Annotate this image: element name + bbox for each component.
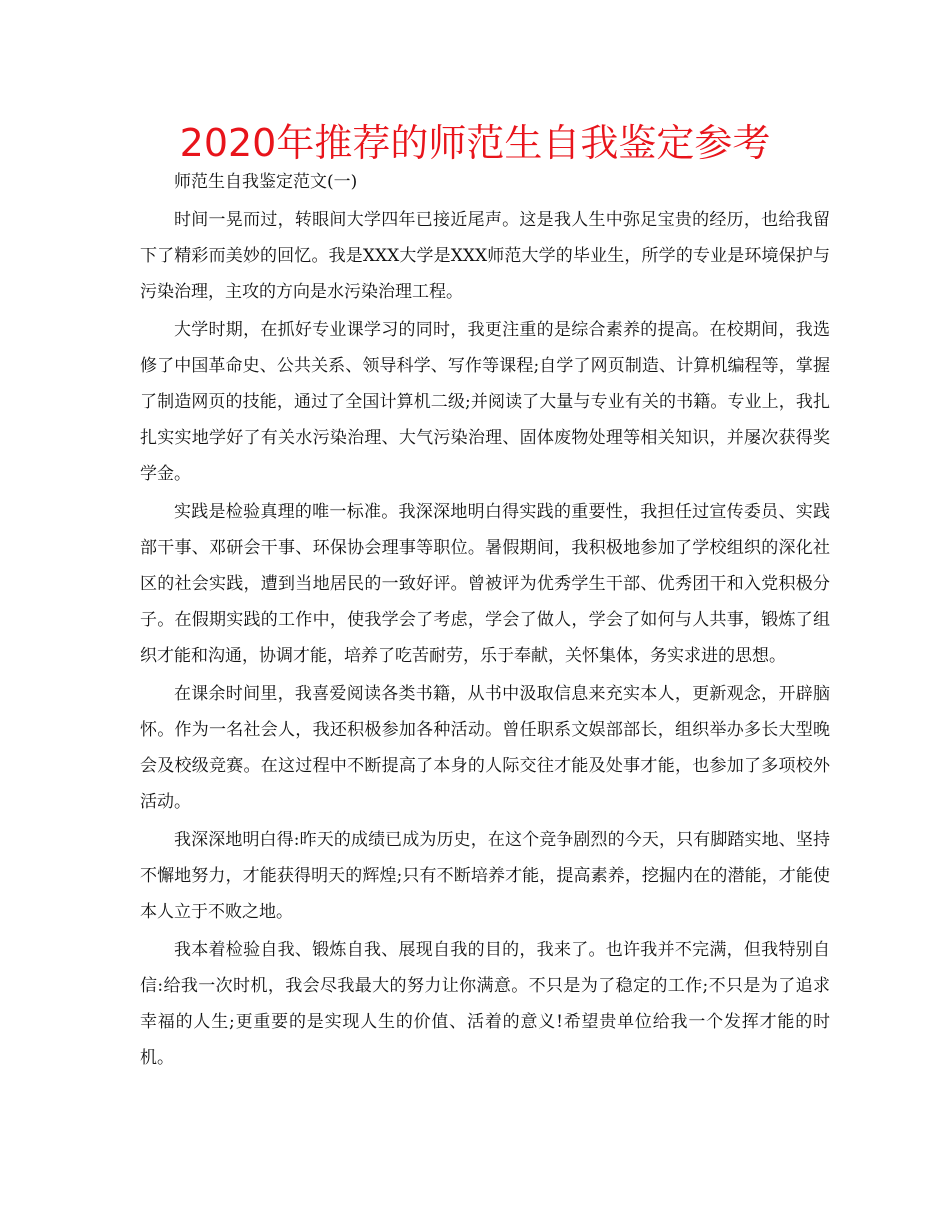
paragraph-6: 我本着检验自我、锻炼自我、展现自我的目的，我来了。也许我并不完满，但我特别自信:给我一次时机，我会尽我最大的努力让你满意。不只是为了稳定的工作;不只是为了追求幸福的人生;更重要的是实现人生的价值、活着的意义!希望贵单位给我一个发挥才能的时机。 xyxy=(140,940,830,1068)
paragraph-3: 实践是检验真理的唯一标准。我深深地明白得实践的重要性，我担任过宣传委员、实践部干事、邓研会干事、环保协会理事等职位。暑假期间，我积极地参加了学校组织的深化社区的社会实践，遭到当地居民的一致好评。曾被评为优秀学生干部、优秀团干和入党积极分子。在假期实践的工作中，使我学会了考虑，学会了做人，学会了如何与人共事，锻炼了组织才能和沟通，协调才能，培养了吃苦耐劳，乐于奉献，关怀集体，务实求进的思想。 xyxy=(140,502,830,666)
paragraph-2: 大学时期，在抓好专业课学习的同时，我更注重的是综合素养的提高。在校期间，我选修了中国革命史、公共关系、领导科学、写作等课程;自学了网页制造、计算机编程等，掌握了制造网页的技能，通过了全国计算机二级;并阅读了大量与专业有关的书籍。专业上，我扎扎实实地学好了有关水污染治理、大气污染治理、固体废物处理等相关知识，并屡次获得奖学金。 xyxy=(140,320,830,484)
document-body xyxy=(140,168,830,1078)
document-title: 2020年推荐的师范生自我鉴定参考 xyxy=(179,121,771,165)
paragraph-1: 时间一晃而过，转眼间大学四年已接近尾声。这是我人生中弥足宝贵的经历，也给我留下了精彩而美妙的回忆。我是XXX大学是XXX师范大学的毕业生，所学的专业是环境保护与污染治理，主攻的方向是水污染治理工程。 xyxy=(140,210,830,302)
document-subtitle: 师范生自我鉴定范文(一) xyxy=(174,172,358,192)
paragraph-4: 在课余时间里，我喜爱阅读各类书籍，从书中汲取信息来充实本人，更新观念，开辟脑怀。作为一名社会人，我还积极参加各种活动。曾任职系文娱部部长，组织举办多长大型晚会及校级竞赛。在这过程中不断提高了本身的人际交往才能及处事才能，也参加了多项校外活动。 xyxy=(140,684,830,812)
paragraph-5: 我深深地明白得:昨天的成绩已成为历史，在这个竞争剧烈的今天，只有脚踏实地、坚持不懈地努力，才能获得明天的辉煌;只有不断培养才能，提高素养，挖掘内在的潜能，才能使本人立于不败之地。 xyxy=(140,830,830,922)
